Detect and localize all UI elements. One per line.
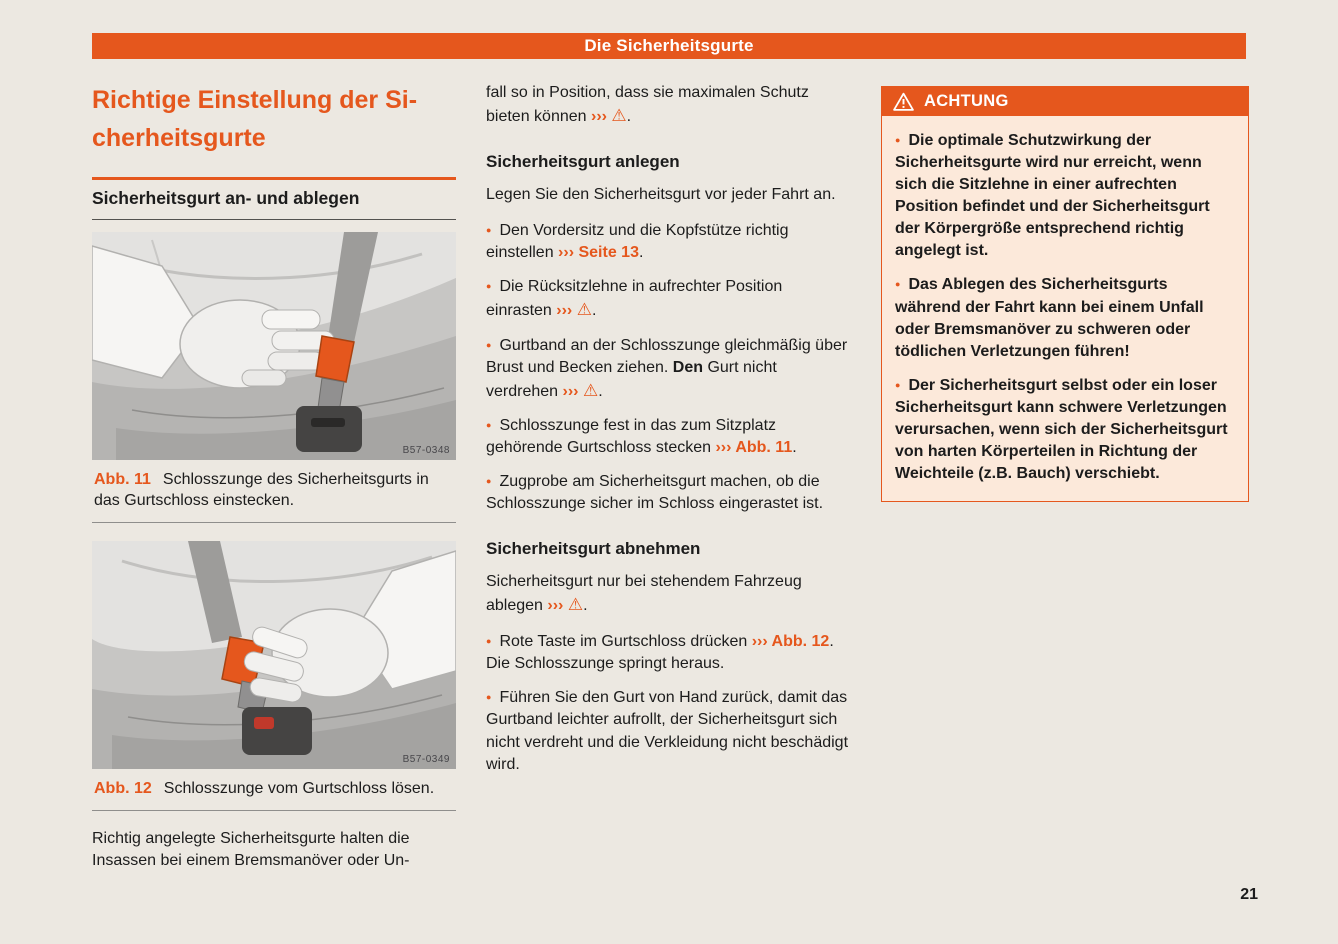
warning-triangle-icon: ⚠ — [576, 300, 592, 320]
text-segment: Gurtband an der Schlosszunge gleichmäßig über Brust und Becken ziehen. — [486, 336, 852, 376]
text-segment: . — [583, 597, 588, 615]
text-segment: Gurt nicht verdrehen — [486, 358, 782, 400]
figure-caption-text: Schlosszunge vom Gurtschloss lösen. — [163, 780, 435, 798]
abnehmen-bullet-list — [486, 631, 852, 775]
text-segment: Führen Sie den Gurt von Hand zurück, damit das Gurtband leichter aufrollt, der Sicherheitsgurt sich nicht verdreht und die Verkleidung nicht beschädigt wird. — [486, 689, 853, 773]
anlegen-bullet-list — [486, 220, 852, 515]
warning-item: ● Das Ablegen des Sicherheitsgurts während der Fahrt kann bei einem Unfall oder Bremsmanöver zu schweren oder tödlichen Verletzungen führen! — [895, 274, 1235, 362]
page-number: 21 — [1240, 886, 1258, 903]
list-item — [486, 631, 852, 675]
figure-caption — [92, 460, 456, 523]
warning-box-header — [882, 87, 1248, 116]
page-title — [92, 82, 456, 157]
text-segment: Den Vordersitz und die Kopfstütze richtig einstellen — [486, 222, 793, 262]
text-segment: Zugprobe am Sicherheitsgurt machen, ob die Schlosszunge sicher im Schloss eingerastet ist. — [486, 472, 825, 513]
cross-reference-link[interactable]: Abb. 11 — [735, 438, 793, 456]
left-column — [92, 82, 456, 886]
text-segment: . — [598, 382, 603, 400]
list-item — [486, 276, 852, 322]
see-arrow-icon: ››› — [751, 633, 772, 651]
text-segment: Die Rücksitzlehne in aufrechter Position einrasten — [486, 278, 787, 320]
section-subheading: Sicherheitsgurt an- und ablegen — [92, 177, 456, 220]
cross-reference-link[interactable]: Seite 13 — [578, 244, 639, 262]
right-column — [881, 86, 1249, 502]
list-item — [486, 687, 852, 775]
text-segment: . Die Schlosszunge springt heraus. — [486, 633, 839, 673]
paragraph-abnehmen-lead — [486, 571, 852, 617]
paragraph-anlegen-lead: Legen Sie den Sicherheitsgurt vor jeder Fahrt an. — [486, 186, 836, 204]
cross-reference-link[interactable]: Abb. 12 — [771, 633, 830, 651]
list-item — [486, 415, 852, 459]
list-item — [486, 335, 852, 403]
page-header — [92, 33, 1246, 59]
text-segment: . — [591, 302, 597, 320]
figure-abb-12-illustration — [92, 541, 456, 769]
text-segment: . — [626, 108, 632, 126]
text-segment: Schlosszunge fest in das zum Sitzplatz gehörende Gurtschloss stecken — [486, 416, 781, 456]
section-heading-abnehmen: Sicherheitsgurt abnehmen — [486, 539, 701, 559]
paragraph-continuation — [486, 82, 852, 128]
see-arrow-icon: ››› — [590, 108, 612, 126]
text-segment: . — [792, 438, 797, 456]
list-item — [486, 220, 852, 264]
page-header-title: Die Sicherheitsgurte — [584, 36, 754, 55]
warning-item: ● Der Sicherheitsgurt selbst oder ein loser Sicherheitsgurt kann schwere Verletzungen verursachen, wenn sich der Sicherheitsgurt von harten Körperteilen in Richtung der Weichteile (z.B. Bauch) verschiebt. — [895, 375, 1235, 485]
figure-abb-12 — [92, 541, 456, 811]
figure-caption — [92, 769, 456, 811]
text-segment: . — [638, 244, 644, 262]
belt-release-illustration — [92, 541, 456, 769]
middle-column — [486, 82, 852, 788]
text-segment: Den — [672, 358, 704, 376]
see-arrow-icon: ››› — [547, 597, 568, 615]
see-arrow-icon: ››› — [558, 244, 579, 262]
figure-abb-11 — [92, 232, 456, 523]
warning-triangle-icon: ⚠ — [582, 380, 599, 400]
see-arrow-icon: ››› — [556, 302, 577, 320]
belt-insert-illustration — [92, 232, 456, 460]
warning-triangle-icon — [893, 92, 914, 111]
warning-box — [881, 86, 1249, 502]
warning-triangle-icon: ⚠ — [611, 106, 627, 126]
text-segment: Rote Taste im Gurtschloss drücken — [499, 633, 752, 651]
see-arrow-icon: ››› — [562, 382, 583, 400]
list-item — [486, 471, 852, 515]
figure-code: B57-0349 — [402, 754, 450, 766]
figure-label: Abb. 12 — [94, 780, 152, 798]
page-title-line2: cherheitsgurte — [92, 123, 266, 152]
text-segment: fall so in Position, dass sie maximalen Schutz bieten können — [486, 84, 814, 126]
section-heading-anlegen: Sicherheitsgurt anlegen — [486, 152, 680, 172]
see-arrow-icon: ››› — [715, 438, 736, 456]
warning-title: ACHTUNG — [924, 92, 1009, 110]
warning-list — [882, 116, 1248, 501]
text-segment: Sicherheitsgurt nur bei stehendem Fahrzeug ablegen — [486, 573, 807, 615]
page-title-line1: Richtige Einstellung der Si- — [92, 86, 418, 114]
figure-code: B57-0348 — [402, 445, 450, 456]
warning-item: ● Die optimale Schutzwirkung der Sicherheitsgurte wird nur erreicht, wenn sich die Sitzlehne in einer aufrechten Position befindet und der Sicherheitsgurt der Körpergröße entsprechend richtig angelegt ist. — [895, 130, 1235, 262]
figure-abb-11-illustration — [92, 232, 456, 460]
figure-caption-text: Schlosszunge des Sicherheitsgurts in das Gurtschloss einstecken. — [94, 471, 429, 510]
warning-triangle-icon: ⚠ — [567, 595, 584, 615]
figure-label: Abb. 11 — [94, 471, 151, 488]
paragraph-intro: Richtig angelegte Sicherheitsgurte halten die Insassen bei einem Bremsmanöver oder Un- — [92, 830, 410, 870]
